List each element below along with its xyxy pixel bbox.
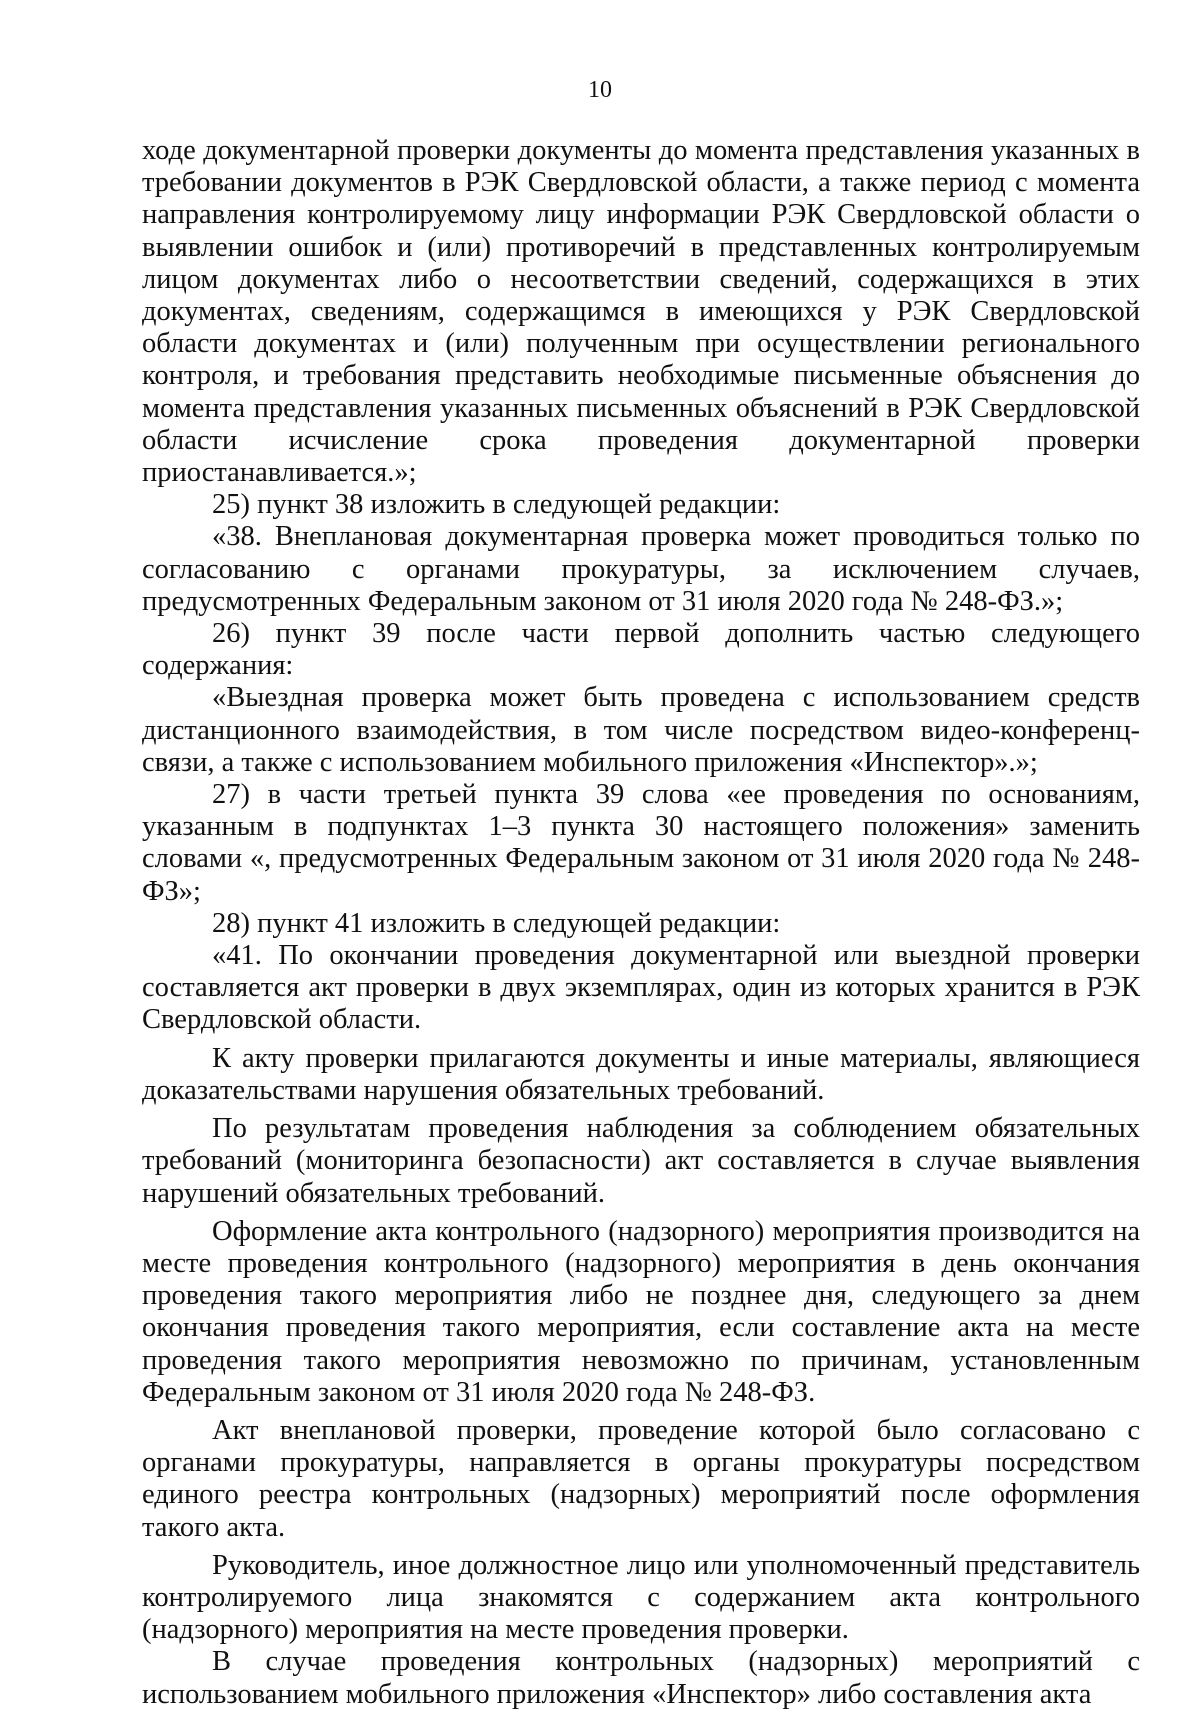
paragraph-quote-41: «41. По окончании проведения документарной или выездной проверки составляется акт проверки в двух экземплярах, один из которых хранится в РЭК Свердловской области.	[142, 940, 1140, 1036]
paragraph-attachments: К акту проверки прилагаются документы и иные материалы, являющиеся доказательствами нарушения обязательных требований.	[142, 1042, 1140, 1106]
paragraph-act-preparation: Оформление акта контрольного (надзорного) мероприятия производится на месте проведения контрольного (надзорного) мероприятия в день окончания проведения такого мероприятия либо не позднее дня, следующего за днем окончания проведения такого мероприятия, если составление акта на месте проведения такого мероприятия невозможно по причинам, установленным Федеральным законом от 31 июля 2020 года № 248-ФЗ.	[142, 1215, 1140, 1408]
paragraph-mobile-app: В случае проведения контрольных (надзорных) мероприятий с использованием мобильного приложения «Инспектор» либо составления акта	[142, 1646, 1140, 1710]
paragraph-item-25: 25) пункт 38 изложить в следующей редакции:	[212, 489, 781, 521]
document-body	[142, 135, 1140, 1711]
paragraph-item-27: 27) в части третьей пункта 39 слова «ее проведения по основаниям, указанным в подпунктах 1–3 пункта 30 настоящего положения» заменить словами «, предусмотренных Федеральным законом от 31 июля 2020 года № 248-ФЗ»;	[142, 779, 1140, 907]
paragraph-item-28: 28) пункт 41 изложить в следующей редакции:	[212, 907, 781, 939]
paragraph-prosecutor: Акт внеплановой проверки, проведение которой было согласовано с органами прокуратуры, направляется в органы прокуратуры посредством единого реестра контрольных (надзорных) мероприятий после оформления такого акта.	[142, 1414, 1140, 1543]
paragraph-representative: Руководитель, иное должностное лицо или уполномоченный представитель контролируемого лица знакомятся с содержанием акта контрольного (надзорного) мероприятия на месте проведения проверки.	[142, 1549, 1140, 1646]
paragraph-item-26: 26) пункт 39 после части первой дополнить частью следующего содержания:	[142, 618, 1140, 682]
paragraph-quote-38: «38. Внеплановая документарная проверка может проводиться только по согласованию с органами прокуратуры, за исключением случаев, предусмотренных Федеральным законом от 31 июля 2020 года № 248-ФЗ.»;	[142, 521, 1140, 617]
paragraph-continuation: ходе документарной проверки документы до момента представления указанных в требовании документов в РЭК Свердловской области, а также период с момента направления контролируемому лицу информации РЭК Свердловской области о выявлении ошибок и (или) противоречий в представленных контролируемым лицом документах либо о несоответствии сведений, содержащихся в этих документах, сведениям, содержащимся в имеющихся у РЭК Свердловской области документах и (или) полученным при осуществлении регионального контроля, и требования представить необходимые письменные объяснения до момента представления указанных письменных объяснений в РЭК Свердловской области исчисление срока проведения документарной проверки приостанавливается.»;	[142, 135, 1140, 489]
page-number: 10	[588, 77, 612, 103]
paragraph-quote-39: «Выездная проверка может быть проведена с использованием средств дистанционного взаимодействия, в том числе посредством видео-конференц-связи, а также с использованием мобильного приложения «Инспектор».»;	[142, 682, 1140, 778]
paragraph-monitoring: По результатам проведения наблюдения за соблюдением обязательных требований (мониторинга безопасности) акт составляется в случае выявления нарушений обязательных требований.	[142, 1113, 1140, 1209]
